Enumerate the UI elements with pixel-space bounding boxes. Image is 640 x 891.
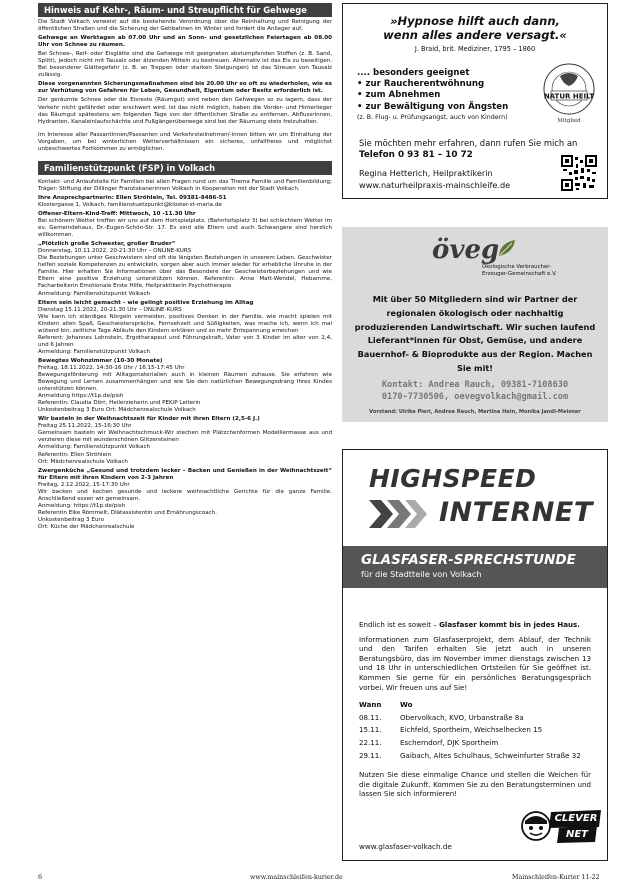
event-body: Freitag, 18.11.2022, 14:30-16 Uhr / 16.15-17:45 Uhr Bewegungsförderung mit Alltagsmaterialien auch in kleinen Räumen zuhause. Sie erfahren wie Bewegung und Lernen zusammenhängen und wie Sie den natürlichen Bewegungsdrang Ihres Kindes unterstützen können. Anmeldung https://t1p.de/pish Referentin: Claudia Dörr, Heilerzieherin und PEKiP Leiterin Unkostenbeitrag 3 Euro Ort: Mädchenrealschule Volkach xyxy=(38,364,332,414)
ad-quote-line1: »Hypnose hilft auch dann, xyxy=(390,14,560,28)
page-number: 6 xyxy=(38,874,43,881)
seal-member-text: Mitglied xyxy=(557,118,581,124)
appointment-place: Eichfeld, Sportheim, Weichselhecken 15 xyxy=(400,725,543,735)
info-text: Informationen zum Glasfaserprojekt, dem Ablauf, der Technik und den Tarifen erhalten Sie jetzt auch in unseren Beratungsbüro, das im November immer dienstags zwischen 13 und 18 Uhr in unterschiedlichen Ortsteilen für Sie geöffnet ist. Kommen Sie gerne für ein persönliches Beratungsgespräch vorbei. Wir freuen uns auf Sie! xyxy=(359,634,591,692)
clever-net-logo xyxy=(519,807,603,845)
appointment-list xyxy=(359,712,591,762)
left-column xyxy=(38,3,332,531)
ad-lead: .... besonders geeignet xyxy=(357,68,470,78)
net-logo-text: NET xyxy=(565,829,589,840)
oeveg-sub-2: Erzeuger-Gemeinschaft e.V. xyxy=(482,271,557,277)
arrows-icon xyxy=(369,498,429,530)
natur-heilt-seal-logo xyxy=(540,62,598,124)
oeveg-board: Vorstand: Ulrike Pieri, Andrea Rauch, Martina Hein, Monika Jandl-Meisner xyxy=(369,409,581,415)
oeveg-contact-1: Kontakt: Andrea Rauch, 09381-7108630 xyxy=(381,380,569,390)
col-where-header: Wo xyxy=(400,700,413,710)
ad-bullet: • zur Raucherentwöhnung xyxy=(357,79,485,90)
appointment-date: 08.11. xyxy=(359,712,382,722)
hypnosis-ad xyxy=(342,3,608,199)
oeveg-logo: öveg xyxy=(432,235,500,265)
ad-cta: Sie möchten mehr erfahren, dann rufen Sie mich an xyxy=(359,138,578,148)
ad-phone: Telefon 0 93 81 – 10 72 xyxy=(359,150,473,160)
paragraph: Im Interesse aller Passantinnen/Passanten und Verkehrsteilnehmer/-innen bitten wir um Einhaltung der Vorgaben, um bei winterlichen Wetterverhältnissen ein sicheres, unfallfreies und möglichst unbeschwertes Fortkommen zu ermöglichen. xyxy=(38,131,332,152)
seal-icon xyxy=(540,62,598,124)
appointment-place: Escherndorf, DJK Sportheim xyxy=(400,737,499,747)
event-body: Freitag 25.11.2022, 15-16:30 Uhr Gemeinsam basteln wir Weihnachtschmuck-Wir stechen mit Plätzchenformen Modelliermasse aus und verzieren diese mit wunderschönen Glitzersteinen Anmeldung: Familienstützpunkt Volkach Referentin: Ellen Ströhlein Ort: Mädchenrealschule Volkach xyxy=(38,423,332,465)
appointment-row xyxy=(359,737,591,750)
paragraph: Bei Schnee-, Reif- oder Eisglätte sind die Gehwege mit geeigneten abstumpfenden Stoffen (z. B. Sand, Splitt), jedoch nicht mit Tausalz oder ätzenden Mitteln zu bestreuen. Alternativ ist das Eis zu beseitigen. Bei besonderer Glättegefahr (z. B. an Treppen oder starken Steigungen) ist das Streuen von Tausalz zulässig. xyxy=(38,51,332,79)
ad-bullet: • zur Bewältigung von Ängsten xyxy=(357,101,509,112)
seal-main-text: NATUR HEILT xyxy=(543,92,595,101)
glasfaser-ad xyxy=(342,449,608,861)
appointment-row xyxy=(359,724,591,737)
event-title: Zwergenküche „Gesund und trotzdem lecker – Backen und Genießen in der Weihnachtszeit“ für Eltern mit ihren Kindern von 2-3 Jahren xyxy=(38,467,332,481)
section-heading-winter: Hinweis auf Kehr-, Räum- und Streupflicht für Gehwege xyxy=(38,3,332,17)
intro-text: Endlich ist es soweit – xyxy=(359,620,440,629)
ad-website[interactable]: www.naturheilpraxis-mainschleife.de xyxy=(359,180,511,190)
section-heading-fsp: Familienstützpunkt (FSP) in Volkach xyxy=(38,161,332,175)
event-list xyxy=(38,211,332,531)
event-title: Wir basteln in der Weihnachtszeit für Kinder mit ihren Eltern (2,5-6 J.) xyxy=(38,416,260,423)
appointment-row xyxy=(359,712,591,725)
paragraph: Die Stadt Volkach verweist auf die bestehende Verordnung über die Reinhaltung und Reinigung der öffentlichen Straßen und die Sicherung der Gehbahnen im Winter und fordert die Anlieger auf, xyxy=(38,19,332,33)
oeveg-sub-1: Ökologische Verbraucher- xyxy=(482,264,552,270)
ad-bullet-sub: (z. B. Flug- u. Prüfungsangst, auch von Kindern) xyxy=(357,113,508,121)
footer-issue: Mainschleifen-Kurier 11-22 xyxy=(512,874,600,881)
event-title: Eltern sein leicht gemacht – wie gelingt positive Erziehung im Alltag xyxy=(38,299,254,306)
ad-quote-line2: wenn alles andere versagt.« xyxy=(383,28,567,42)
oeveg-body: Mit über 50 Mitgliedern sind wir Partner der regionalen ökologisch oder nachhaltig produzierenden Landwirtschaft. Wir suchen laufend Lieferant*innen für Obst, Gemüse, und andere Bauernhof- & Bioprodukte aus der Region. Machen Sie mit! xyxy=(354,294,596,373)
event-body: Donnerstag, 10.11.2022, 20-21:30 Uhr – ONLINE-KURS Die Beziehungen unter Geschwistern sind oft die längsten Beziehungen in unserem Leben. Geschwister helfen soziale Kompetenzen zu entwickeln, sorgen aber auch immer wieder für erhebliche Unruhe in der Familie. Hier erhalten Sie Informationen über das Besondere der Geschwisterbeziehungen und wie Eltern eine positive Erziehung unterstützen können. Referentin: Anne Matt-Wendel, Hebamme, Facharbeiterin Emotionale Erste Hilfe, Heilpraktikerin Psychotherapie Anmeldung: Familienstützpunkt Volkach xyxy=(38,248,332,297)
ad-name: Regina Hetterich, Heilpraktikerin xyxy=(359,168,493,178)
footer-site[interactable]: www.mainschleifen-kurier.de xyxy=(250,874,343,881)
sprechstunde-banner xyxy=(343,546,607,588)
ad-bullet: • zum Abnehmen xyxy=(357,90,441,101)
event-title: Bewegtes Wohnzimmer (10-30 Monate) xyxy=(38,357,163,364)
outro-text: Nutzen Sie diese einmalige Chance und stellen die Weichen für die digitale Zukunft. Kommen Sie zu den Beratungsterminen und lassen Sie sich informieren! xyxy=(359,770,591,799)
appointment-row xyxy=(359,750,591,763)
banner-title: GLASFASER-SPRECHSTUNDE xyxy=(361,552,576,568)
banner-subtitle: für die Stadtteile von Volkach xyxy=(361,569,482,579)
col-when-header: Wann xyxy=(359,700,382,710)
qr-code-icon xyxy=(561,155,597,191)
appointment-date: 22.11. xyxy=(359,737,382,747)
event-title: „Plötzlich große Schwester, großer Bruder“ xyxy=(38,241,176,248)
oeveg-contact-2: 0170-7730506, oevegvolkach@gmail.com xyxy=(381,392,569,402)
ad-quote-author: J. Braid, brit. Mediziner, 1795 – 1860 xyxy=(414,45,536,53)
oeveg-ad xyxy=(342,227,608,422)
appointment-place: Gaibach, Altes Schulhaus, Schweinfurter Straße 32 xyxy=(400,750,581,760)
event-title: Offener-Eltern-Kind-Treff: Mittwoch, 10 -11.30 Uhr xyxy=(38,210,196,217)
appointment-place: Obervolkach, KVO, Urbanstraße 8a xyxy=(400,712,524,722)
event-body: Bei schönem Wetter treffen wir uns auf dem Hortspielplatz, (Bahnhofsplatz 3) bei schlechtem Wetter im ev. Gemeindehaus, Dr.-Eugen-Schön-Str. 17. Es sind alle Eltern und auch Schwangere sind herzlich willkommen. xyxy=(38,218,332,239)
intro-bold: Glasfaser kommt bis in jedes Haus. xyxy=(439,620,580,629)
ad-title-2: INTERNET xyxy=(439,497,593,528)
paragraph-bold: Diese vorgenannten Sicherungsmaßnahmen sind bis 20.00 Uhr so oft zu wiederholen, wie es zur Verhütung von Gefahren für Leben, Gesundheit, Eigentum oder Besitz erforderlich ist. xyxy=(38,81,332,95)
appointment-date: 15.11. xyxy=(359,725,382,735)
paragraph: Der geräumte Schnee oder die Eisreste (Räumgut) sind neben den Gehwegen so zu lagern, dass der Verkehr nicht gefährdet oder erschwert wird. Ist das nicht möglich, haben die Vorder- und Hinterlieger das Räumgut spätestens am folgenden Tage von der öffentlichen Straße zu entfernen. Abflussrinnen, Hydranten, Kanaleinlaufschächte und Fußgängerüberwege sind bei der Räumung stets freizuhalten. xyxy=(38,97,332,125)
fsp-intro: Kontakt- und Anlaufstelle für Familien bei allen Fragen rund um das Thema Familie und Familienbildung; Träger: Stiftung der Dillinger Franziskanerinnen Volkach in Kooperation mit der Stadt Volkach. xyxy=(38,178,332,192)
appointment-date: 29.11. xyxy=(359,750,382,760)
leaf-icon xyxy=(496,237,518,259)
paragraph-bold: Gehwege an Werktagen ab 07.00 Uhr und an Sonn- und gesetzlichen Feiertagen ab 08.00 Uhr von Schnee zu räumen. xyxy=(38,35,332,49)
event-body: Freitag, 2.12.2022, 15-17:30 Uhr Wir backen und kochen gesunde und leckere weihnachtliche Gerichte für die ganze Familie. Anschließend essen wir gemeinsam. Anmeldung: https://t1p.de/pish Referentin Elke Römmelt, Diätassistentin und Ernährungscoach. Unkostenbeitrag 3 Euro Ort: Küche der Mädchenrealschule xyxy=(38,481,332,530)
fsp-contact-head: Ihre Ansprechpartnerin: Ellen Ströhlein, Tel. 09381-8486-51 xyxy=(38,194,227,201)
ad-title-1: HIGHSPEED xyxy=(369,464,537,493)
event-body: Dienstag 15.11.2022, 20-21.30 Uhr – ONLINE-KURS Wie kann ich ständiges Nörgeln vermeiden, positives Denken in der Familie, wie macht spielen mit Kindern allen Spaß, Geschwisterspräche, Fernsehzeit und Süßigkeiten, was mache ich, wenn ich mal wütend bin, zeitliche Tage Abläufe den Kindern erklären und so mehr Entspannung erreichen Referent: Johannes Lohnstein, Ergotherapeut und Führungskraft, Vater von 3 Kinder im alter von 2,4, und 6 Jahren Anmeldung: Familienstützpunkt Volkach xyxy=(38,306,332,355)
fsp-contact-line: Klostergasse 1, Volkach, familienstuetzpunkt@kloster-st-maria.de xyxy=(38,201,222,208)
clever-logo-text: CLEVER xyxy=(554,813,598,824)
glasfaser-website[interactable]: www.glasfaser-volkach.de xyxy=(359,842,452,851)
